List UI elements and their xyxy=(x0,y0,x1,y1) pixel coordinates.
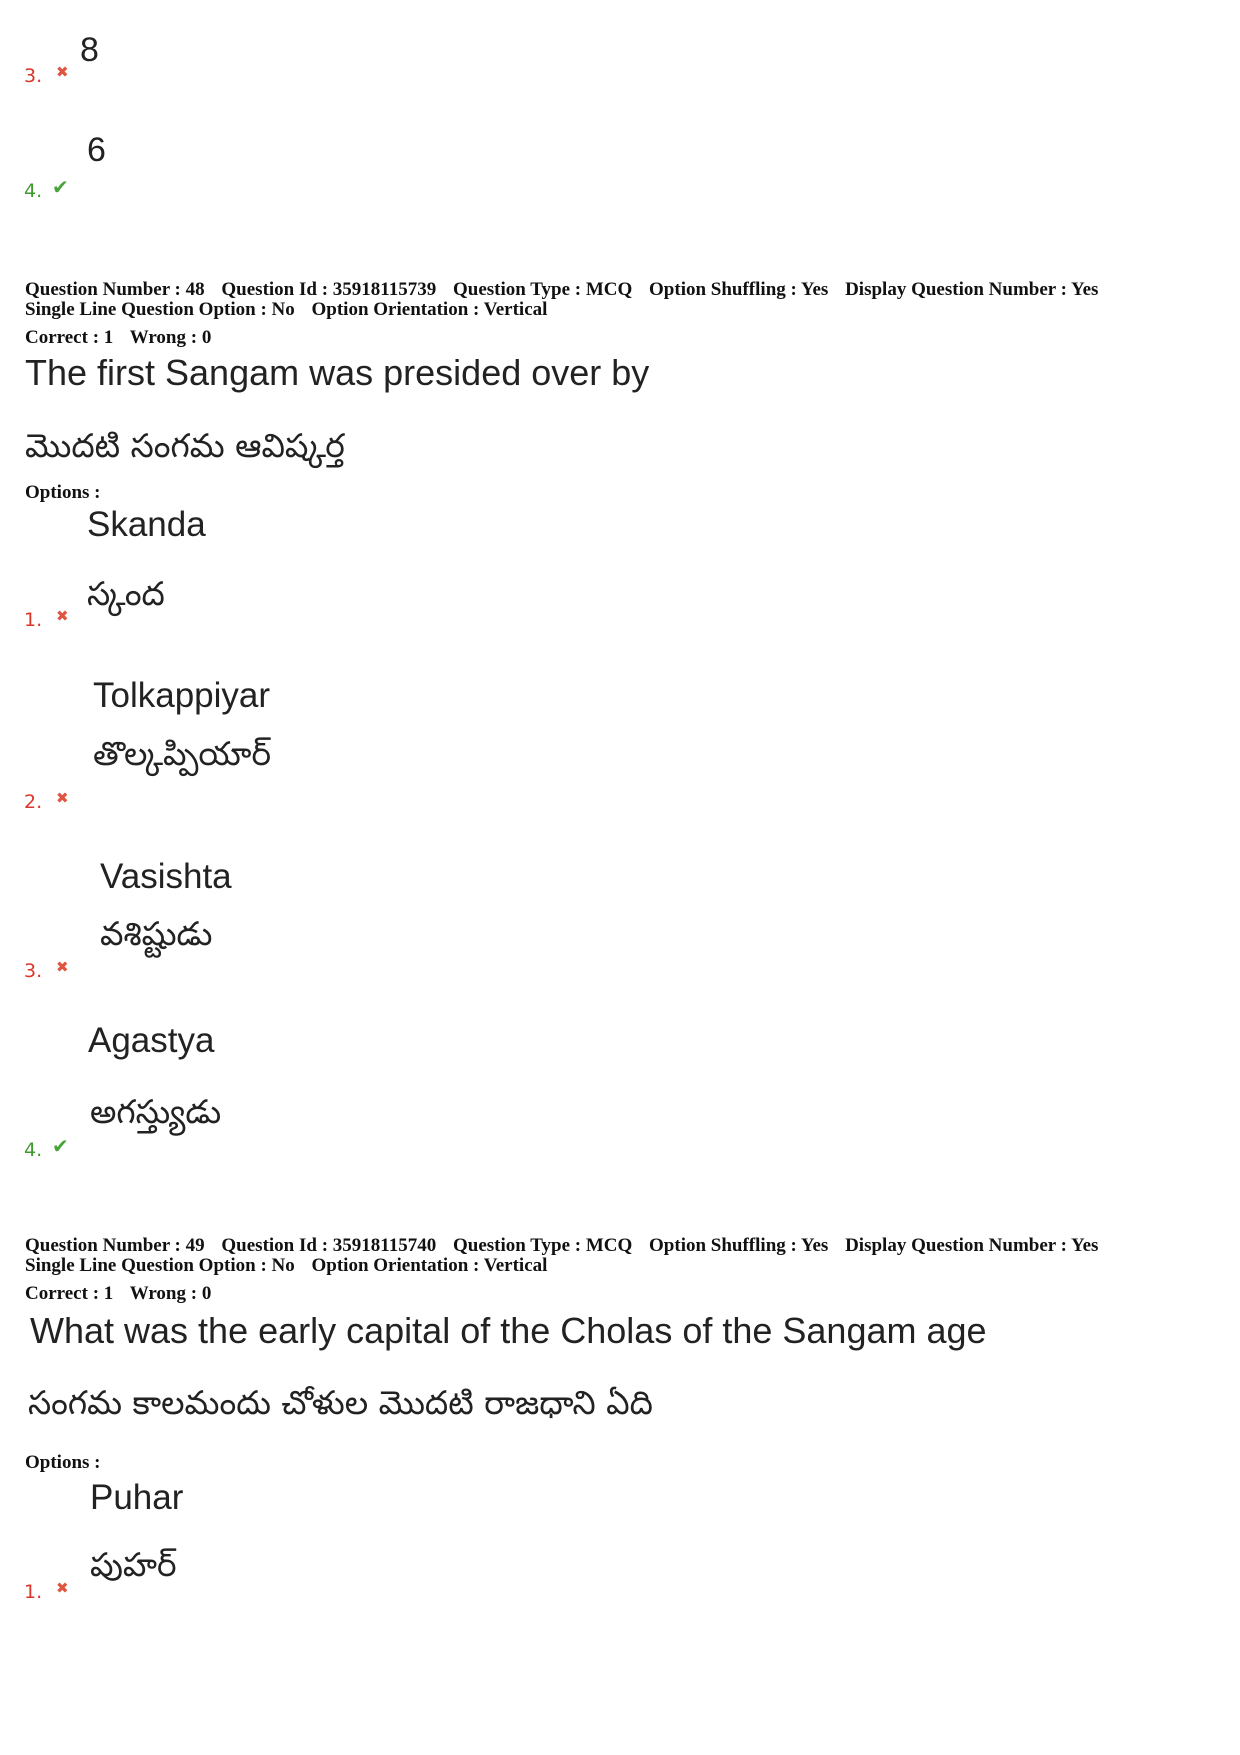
check-icon: ✔ xyxy=(52,1134,69,1158)
question-number: Question Number : 48 xyxy=(25,279,205,300)
option-number: 1. xyxy=(24,1581,43,1603)
option-orientation: Option Orientation : Vertical xyxy=(311,299,548,320)
marks-line xyxy=(25,1284,223,1304)
option-number: 3. xyxy=(24,65,43,87)
option-number: 2. xyxy=(24,791,43,813)
cross-icon: ✖ xyxy=(56,63,69,81)
cross-icon: ✖ xyxy=(56,1579,69,1597)
option-number: 1. xyxy=(24,609,43,631)
display-question-number: Display Question Number : Yes xyxy=(845,279,1099,300)
wrong-marks: Wrong : 0 xyxy=(129,327,212,348)
question-text-en: What was the early capital of the Cholas of the Sangam age xyxy=(30,1310,987,1351)
correct-marks: Correct : 1 xyxy=(25,1283,114,1304)
correct-marks: Correct : 1 xyxy=(25,327,114,348)
check-icon: ✔ xyxy=(52,175,69,199)
option-number: 4. xyxy=(24,180,43,202)
question-type: Question Type : MCQ xyxy=(452,279,633,300)
question-id: Question Id : 35918115740 xyxy=(221,1235,437,1256)
option-text-te: వశిష్టుడు xyxy=(100,914,213,953)
option-text-en: Tolkappiyar xyxy=(93,676,271,715)
single-line-option: Single Line Question Option : No xyxy=(25,299,295,320)
option-value: 8 xyxy=(80,31,99,69)
options-label: Options : xyxy=(25,482,101,503)
option-number: 3. xyxy=(24,960,43,982)
question-number: Question Number : 49 xyxy=(25,1235,205,1256)
question-meta-line-2 xyxy=(25,1256,559,1276)
question-meta-line-1 xyxy=(25,1236,1110,1256)
cross-icon: ✖ xyxy=(56,789,69,807)
cross-icon: ✖ xyxy=(56,958,69,976)
wrong-marks: Wrong : 0 xyxy=(129,1283,212,1304)
single-line-option: Single Line Question Option : No xyxy=(25,1255,295,1276)
question-text-te: సంగమ కాలమందు చోళుల మొదటి రాజధాని ఏది xyxy=(28,1383,653,1422)
option-number: 4. xyxy=(24,1139,43,1161)
option-text-en: Vasishta xyxy=(100,857,232,896)
option-shuffling: Option Shuffling : Yes xyxy=(649,279,829,300)
display-question-number: Display Question Number : Yes xyxy=(845,1235,1099,1256)
option-value: 6 xyxy=(87,131,106,169)
question-text-te: మొదటి సంగమ ఆవిష్కర్త xyxy=(25,426,345,465)
option-orientation: Option Orientation : Vertical xyxy=(311,1255,548,1276)
question-type: Question Type : MCQ xyxy=(452,1235,633,1256)
option-shuffling: Option Shuffling : Yes xyxy=(649,1235,829,1256)
option-text-te: స్కంద xyxy=(87,574,165,613)
question-meta-line-1 xyxy=(25,280,1110,300)
cross-icon: ✖ xyxy=(56,607,69,625)
option-text-en: Skanda xyxy=(87,505,206,544)
option-text-te: పుహర్ xyxy=(90,1545,177,1584)
option-text-te: అగస్త్యుడు xyxy=(90,1092,222,1131)
marks-line xyxy=(25,328,223,348)
question-meta-line-2 xyxy=(25,300,559,320)
option-text-te: తొల్కప్పియార్ xyxy=(93,734,272,773)
options-label: Options : xyxy=(25,1452,101,1473)
question-id: Question Id : 35918115739 xyxy=(221,279,437,300)
question-text-en: The first Sangam was presided over by xyxy=(25,352,650,393)
option-text-en: Puhar xyxy=(90,1478,184,1517)
option-text-en: Agastya xyxy=(88,1021,215,1060)
